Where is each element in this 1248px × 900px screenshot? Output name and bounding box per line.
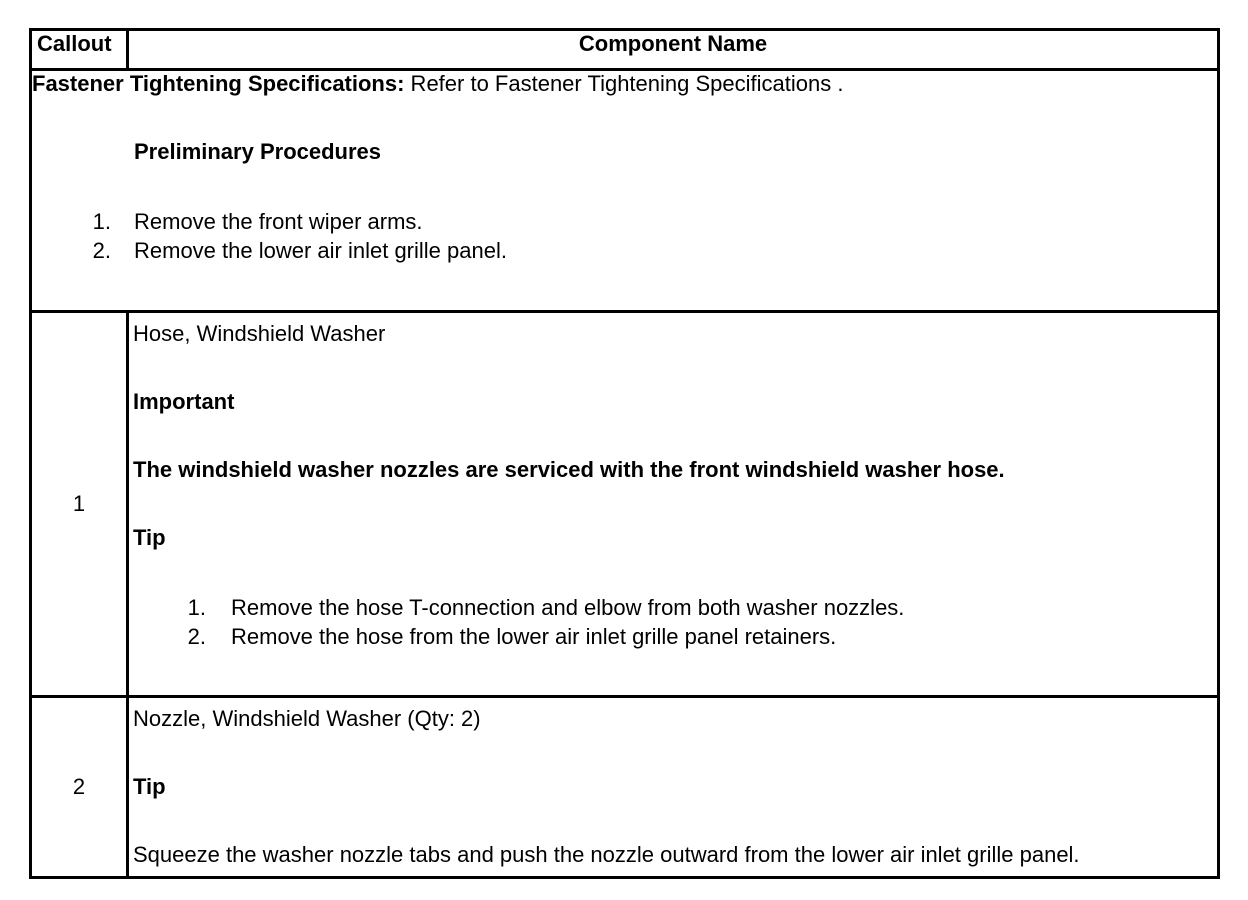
preliminary-cell — [31, 70, 1219, 312]
list-item — [133, 593, 1213, 622]
tip-steps-list — [133, 593, 1213, 651]
table-row — [31, 312, 1219, 697]
callout-number: 2 — [31, 697, 128, 878]
fastener-spec-line — [32, 71, 1217, 97]
table-row — [31, 697, 1219, 878]
fastener-spec-label: Fastener Tightening Specifications: — [32, 71, 405, 96]
list-item — [32, 236, 1217, 265]
component-name: Nozzle, Windshield Washer (Qty: 2) — [133, 706, 481, 731]
step-number: 1. — [92, 209, 111, 234]
tip-label: Tip — [133, 525, 166, 550]
step-number: 1. — [187, 595, 206, 620]
component-name: Hose, Windshield Washer — [133, 321, 386, 346]
list-item — [133, 622, 1213, 651]
tip-label: Tip — [133, 774, 166, 799]
important-text: The windshield washer nozzles are serviced with the front windshield washer hose. — [133, 457, 1005, 482]
step-text: Remove the hose T-connection and elbow from both washer nozzles. — [231, 595, 905, 620]
table-header-row — [31, 30, 1219, 70]
preliminary-row — [31, 70, 1219, 312]
preliminary-steps-list — [32, 207, 1217, 265]
component-detail-cell — [128, 312, 1219, 697]
step-text: Remove the lower air inlet grille panel. — [134, 238, 507, 263]
step-text: Remove the front wiper arms. — [134, 209, 423, 234]
procedure-sheet — [29, 28, 1217, 872]
callout-column-header: Callout — [31, 30, 128, 70]
step-number: 2. — [92, 238, 111, 263]
step-text: Remove the hose from the lower air inlet grille panel retainers. — [231, 624, 837, 649]
component-table — [29, 28, 1220, 879]
fastener-spec-link[interactable]: Refer to Fastener Tightening Specifications . — [404, 71, 844, 96]
important-label: Important — [133, 389, 235, 414]
preliminary-procedures-heading: Preliminary Procedures — [134, 139, 382, 164]
component-detail-cell — [128, 697, 1219, 878]
tip-text: Squeeze the washer nozzle tabs and push the nozzle outward from the lower air inlet grille panel. — [133, 842, 1080, 867]
callout-number: 1 — [31, 312, 128, 697]
component-name-column-header: Component Name — [128, 30, 1219, 70]
list-item — [32, 207, 1217, 236]
step-number: 2. — [187, 624, 206, 649]
